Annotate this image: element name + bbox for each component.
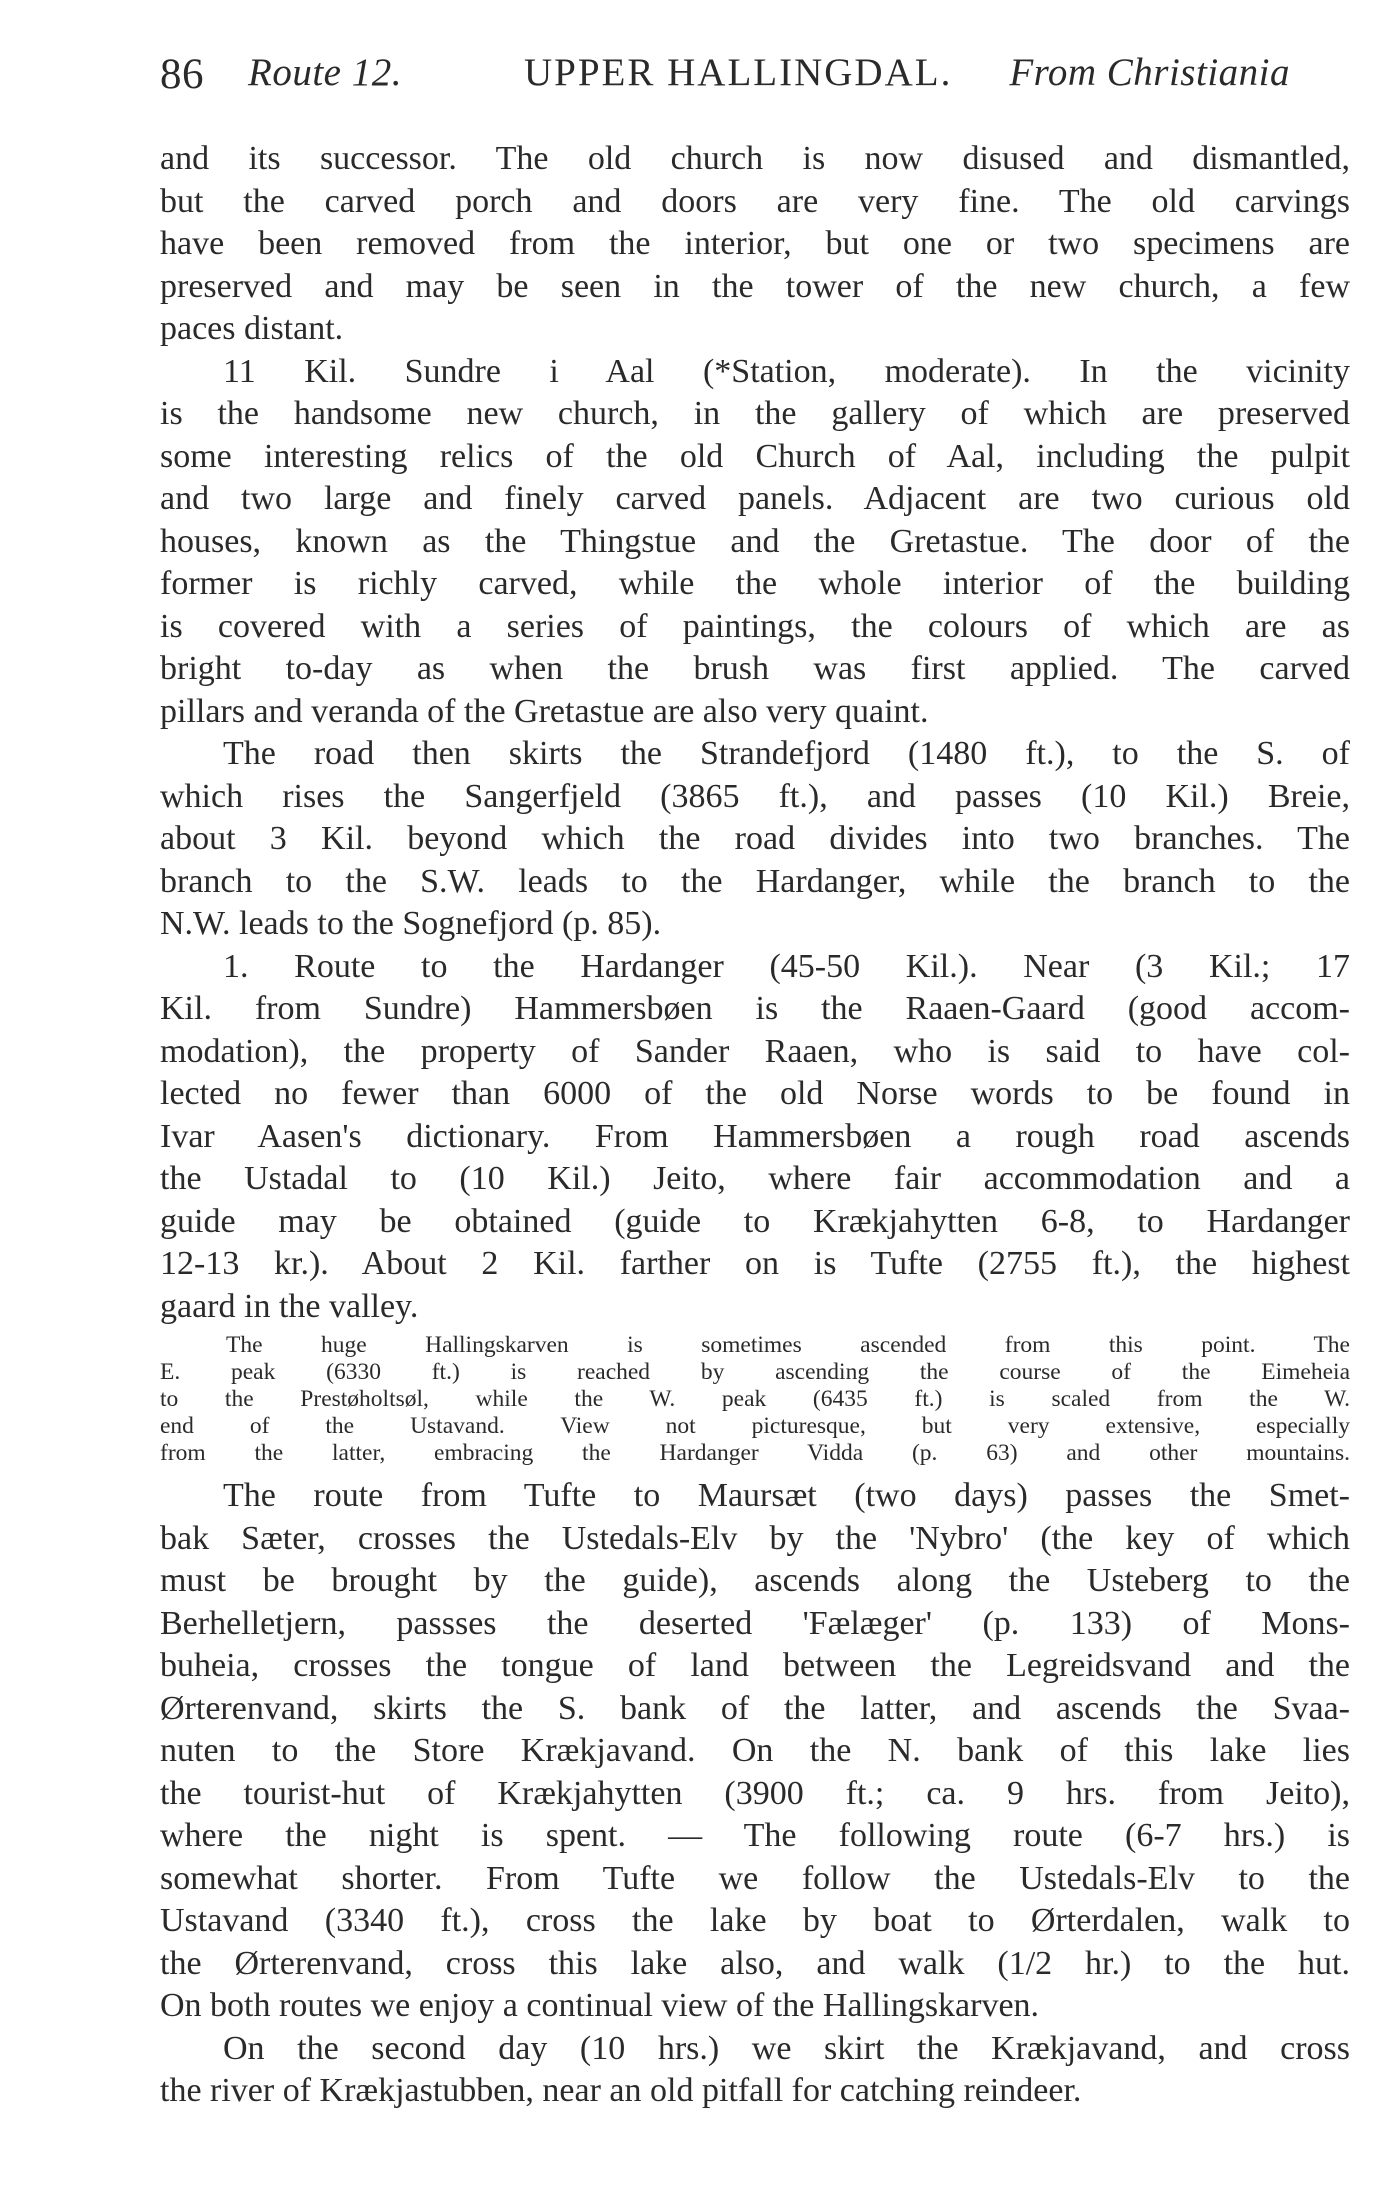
text-line: where the night is spent. — The following route (6-7 hrs.) is	[160, 1817, 1350, 1854]
text-line: the Ørterenvand, cross this lake also, and walk (1/2 hr.) to the hut.	[160, 1944, 1350, 1982]
text-line: Ørterenvand, skirts the S. bank of the latter, and ascends the Svaa-	[160, 1689, 1350, 1727]
page-body	[160, 138, 1350, 2113]
text-line: paces distant.	[160, 310, 344, 347]
header-from: From Christiania	[1009, 51, 1290, 94]
text-line: Berhelletjern, passses the deserted 'Fælæger' (p. 133) of Mons-	[160, 1604, 1350, 1642]
text-line: some interesting relics of the old Church of Aal, including the pulpit	[160, 437, 1350, 475]
text-line: and two large and finely carved panels. Adjacent are two curious old	[160, 480, 1350, 517]
text-line: modation), the property of Sander Raaen, who is said to have col-	[160, 1032, 1350, 1070]
text-line: Ivar Aasen's dictionary. From Hammersbøen a rough road ascends	[160, 1117, 1350, 1155]
text-line: bak Sæter, crosses the Ustedals-Elv by the 'Nybro' (the key of which	[160, 1519, 1350, 1557]
text-line: 12-13 kr.). About 2 Kil. farther on is Tufte (2755 ft.), the highest	[160, 1245, 1350, 1282]
note-line: end of the Ustavand. View not picturesque, but very extensive, especially	[160, 1413, 1350, 1439]
text-line: N.W. leads to the Sognefjord (p. 85).	[160, 905, 662, 942]
note-line: from the latter, embracing the Hardanger Vidda (p. 63) and other mountains.	[160, 1440, 1350, 1466]
text-line: Ustavand (3340 ft.), cross the lake by boat to Ørterdalen, walk to	[160, 1902, 1350, 1939]
header-title: UPPER HALLINGDAL.	[524, 51, 953, 94]
text-line: nuten to the Store Krækjavand. On the N. bank of this lake lies	[160, 1732, 1350, 1769]
text-line: and its successor. The old church is now disused and dismantled,	[160, 140, 1350, 177]
text-line: is the handsome new church, in the gallery of which are preserved	[160, 395, 1350, 432]
text-line: is covered with a series of paintings, the colours of which are as	[160, 607, 1350, 645]
text-line: have been removed from the interior, but one or two specimens are	[160, 225, 1350, 262]
text-line: which rises the Sangerfjeld (3865 ft.), and passes (10 Kil.) Breie,	[160, 777, 1350, 815]
text-line: Kil. from Sundre) Hammersbøen is the Raaen-Gaard (good accom-	[160, 990, 1350, 1027]
text-line: somewhat shorter. From Tufte we follow the Ustedals-Elv to the	[160, 1859, 1350, 1897]
text-line: bright to-day as when the brush was first applied. The carved	[160, 650, 1350, 687]
text-line: the river of Krækjastubben, near an old pitfall for catching reindeer.	[160, 2072, 1082, 2109]
text-line: branch to the S.W. leads to the Hardanger, while the branch to the	[160, 862, 1350, 900]
text-line: lected no fewer than 6000 of the old Norse words to be found in	[160, 1075, 1350, 1112]
text-line: On both routes we enjoy a continual view of the Hallingskarven.	[160, 1987, 1040, 2024]
note-line: The huge Hallingskarven is sometimes ascended from this point. The	[226, 1332, 1350, 1358]
text-line: 11 Kil. Sundre i Aal (*Station, moderate). In the vicinity	[223, 352, 1350, 390]
text-line: houses, known as the Thingstue and the Gretastue. The door of the	[160, 522, 1350, 560]
note-line: to the Prestøholtsøl, while the W. peak (6435 ft.) is scaled from the W.	[160, 1386, 1350, 1412]
text-line: the tourist-hut of Krækjahytten (3900 ft.; ca. 9 hrs. from Jeito),	[160, 1774, 1350, 1812]
text-line: The road then skirts the Strandefjord (1480 ft.), to the S. of	[223, 735, 1350, 772]
text-line: former is richly carved, while the whole interior of the building	[160, 565, 1350, 602]
text-line: preserved and may be seen in the tower of the new church, a few	[160, 267, 1350, 305]
text-line: about 3 Kil. beyond which the road divides into two branches. The	[160, 820, 1350, 857]
route-label: Route 12.	[248, 51, 402, 94]
text-line: buheia, crosses the tongue of land between the Legreidsvand and the	[160, 1647, 1350, 1684]
text-line: must be brought by the guide), ascends along the Usteberg to the	[160, 1562, 1350, 1599]
note-line: E. peak (6330 ft.) is reached by ascending the course of the Eimeheia	[160, 1359, 1350, 1385]
text-line: pillars and veranda of the Gretastue are also very quaint.	[160, 692, 929, 730]
text-line: gaard in the valley.	[160, 1287, 419, 1325]
page-number: 86	[160, 51, 204, 98]
text-line: the Ustadal to (10 Kil.) Jeito, where fair accommodation and a	[160, 1160, 1350, 1197]
text-line: The route from Tufte to Maursæt (two days) passes the Smet-	[223, 1477, 1350, 1514]
running-header	[160, 50, 1290, 110]
text-line: but the carved porch and doors are very fine. The old carvings	[160, 182, 1350, 220]
text-line: 1. Route to the Hardanger (45-50 Kil.). Near (3 Kil.; 17	[223, 947, 1350, 985]
text-line: On the second day (10 hrs.) we skirt the Krækjavand, and cross	[223, 2029, 1350, 2067]
text-line: guide may be obtained (guide to Krækjahytten 6-8, to Hardanger	[160, 1202, 1350, 1240]
